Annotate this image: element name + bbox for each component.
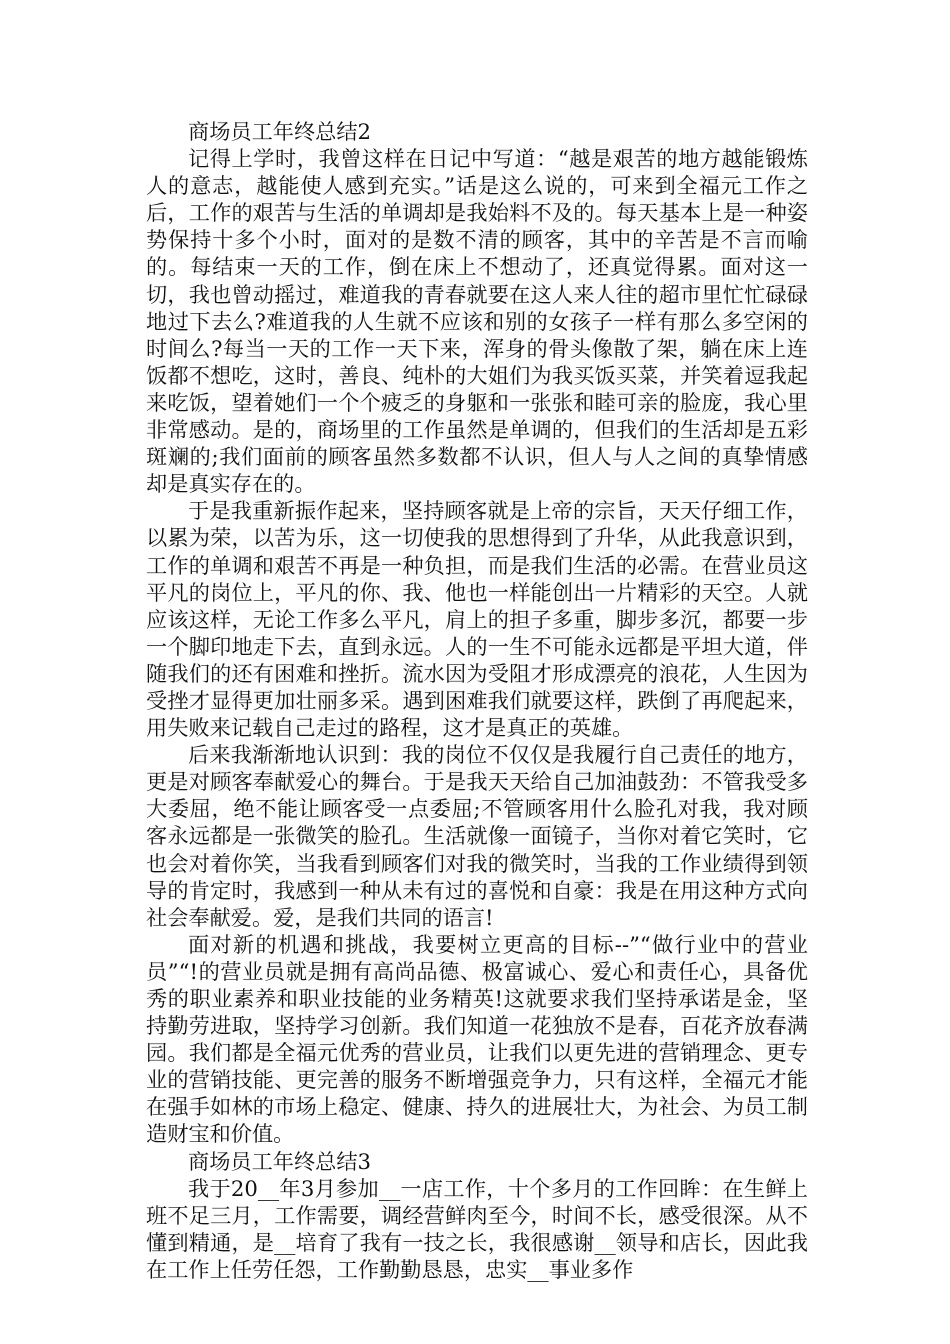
body-paragraph: 于是我重新振作起来，坚持顾客就是上帝的宗旨，天天仔细工作，以累为荣，以苦为乐，这一切使我的思想得到了升华，从此我意识到，工作的单调和艰苦不再是一种负担，而是我们生活的必需。在营业员这平凡的岗位上，平凡的你、我、他也一样能创出一片精彩的天空。人就应该这样，无论工作多么平凡，肩上的担子多重，脚步多沉，都要一步一个脚印地走下去，直到永远。人的一生不可能永远都是平坦大道，伴随我们的还有困难和挫折。流水因为受阻才形成漂亮的浪花，人生因为受挫才显得更加壮丽多采。遇到困难我们就要这样，跌倒了再爬起来，用失败来记载自己走过的路程，这才是真正的英雄。 [146, 498, 808, 741]
section-heading: 商场员工年终总结2 [188, 119, 371, 144]
section-heading: 商场员工年终总结3 [188, 1148, 371, 1174]
document-body [146, 118, 808, 1283]
body-paragraph: 面对新的机遇和挑战，我要树立更高的目标--”“做行业中的营业员”“!的营业员就是拥有高尚品德、极富诚心、爱心和责任心，具备优秀的职业素养和职业技能的业务精英!这就要求我们坚持承诺是金，坚持勤劳进取，坚持学习创新。我们知道一花独放不是春，百花齐放春满园。我们都是全福元优秀的营业员，让我们以更先进的营销理念、更专业的营销技能、更完善的服务不断增强竞争力，只有这样，全福元才能在强手如林的市场上稳定、健康、持久的进展壮大，为社会、为员工制造财宝和价值。 [146, 931, 808, 1147]
body-paragraph: 记得上学时，我曾这样在日记中写道：“越是艰苦的地方越能锻炼人的意志，越能使人感到充实。”话是这么说的，可来到全福元工作之后，工作的艰苦与生活的单调却是我始料不及的。每天基本上是一种姿势保持十多个小时，面对的是数不清的顾客，其中的辛苦是不言而喻的。每结束一天的工作，倒在床上不想动了，还真觉得累。面对这一切，我也曾动摇过，难道我的青春就要在这人来人往的超市里忙忙碌碌地过下去么?难道我的人生就不应该和别的女孩子一样有那么多空闲的时间么?每当一天的工作一天下来，浑身的骨头像散了架，躺在床上连饭都不想吃，这时，善良、纯朴的大姐们为我买饭买菜，并笑着逗我起来吃饭，望着她们一个个疲乏的身躯和一张张和睦可亲的脸庞，我心里非常感动。是的，商场里的工作虽然是单调的，但我们的生活却是五彩斑斓的;我们面前的顾客虽然多数都不认识，但人与人之间的真挚情感却是真实存在的。 [146, 146, 808, 497]
body-paragraph: 后来我渐渐地认识到：我的岗位不仅仅是我履行自己责任的地方，更是对顾客奉献爱心的舞台。于是我天天给自己加油鼓劲：不管我受多大委屈，绝不能让顾客受一点委屈;不管顾客用什么脸孔对我，我对顾客永远都是一张微笑的脸孔。生活就像一面镜子，当你对着它笑时，它也会对着你笑，当我看到顾客们对我的微笑时，当我的工作业绩得到领导的肯定时，我感到一种从未有过的喜悦和自豪：我是在用这种方式向社会奉献爱。爱，是我们共同的语言! [146, 742, 808, 930]
body-paragraph: 我于20__年3月参加__一店工作，十个多月的工作回眸：在生鲜上班不足三月，工作需要，调经营鲜肉至今，时间不长，感受很深。从不懂到精通，是__培育了我有一技之长，我很感谢__领导和店长，因此我在工作上任劳任怨，工作勤勤恳恳，忠实__事业多作 [146, 1175, 808, 1282]
